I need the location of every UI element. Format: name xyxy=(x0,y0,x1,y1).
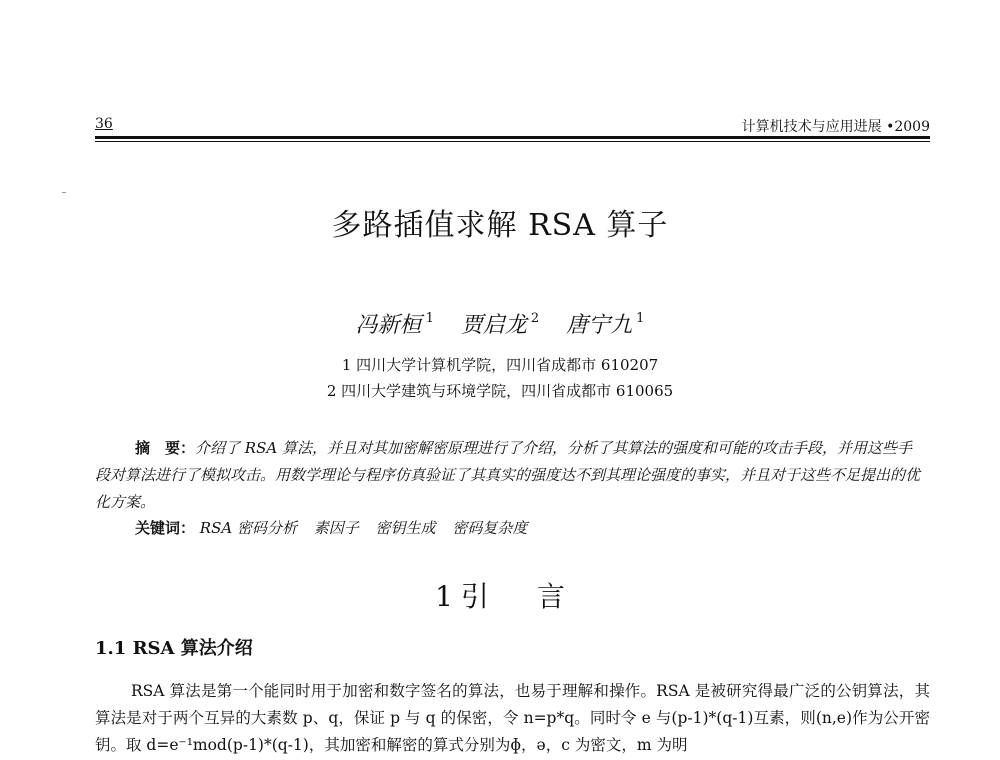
scan-speck xyxy=(62,192,66,193)
section-number: 1 xyxy=(435,580,453,613)
author-name: 贾启龙 xyxy=(460,313,527,338)
author xyxy=(566,313,644,338)
section-heading xyxy=(0,575,1000,615)
section-title-part-2: 言 xyxy=(536,580,565,613)
author-name: 冯新桓 xyxy=(355,313,422,338)
keyword: RSA 密码分析 xyxy=(199,519,297,537)
author xyxy=(461,313,539,338)
paper-title: 多路插值求解 RSA 算子 xyxy=(331,208,669,243)
keywords xyxy=(135,517,925,538)
journal-name: 计算机技术与应用进展 •2009 xyxy=(741,119,930,135)
keyword: 素因子 xyxy=(313,519,359,537)
subsection-heading: 1.1 RSA 算法介绍 xyxy=(95,638,253,659)
keywords-label: 关键词： xyxy=(135,519,196,537)
abstract-text: 介绍了 RSA 算法，并且对其加密解密原理进行了介绍，分析了其算法的强度和可能的攻击手段，并用这些手段对算法进行了模拟攻击。用数学理论与程序仿真验证了其真实的强度达不到其理论强度的事实，并且对于这些不足提出的优化方案。 xyxy=(95,439,921,511)
affiliation-2: 2 四川大学建筑与环境学院，四川省成都市 610065 xyxy=(326,382,674,400)
author-name: 唐宁九 xyxy=(566,313,633,338)
affiliation-1: 1 四川大学计算机学院，四川省成都市 610207 xyxy=(341,356,659,374)
author xyxy=(356,313,434,338)
abstract xyxy=(95,435,925,516)
page-number: 36 xyxy=(95,116,113,132)
header-rule-thick xyxy=(95,136,930,139)
author-affiliation-mark: 2 xyxy=(530,311,540,326)
abstract-label: 摘 要： xyxy=(135,439,196,457)
author-affiliation-mark: 1 xyxy=(636,311,645,326)
author-list xyxy=(0,308,1000,339)
author-affiliation-mark: 1 xyxy=(425,311,434,326)
header-rule-thin xyxy=(95,141,930,142)
section-title-part-1: 引 xyxy=(460,580,489,613)
keyword: 密码复杂度 xyxy=(452,519,528,537)
body-paragraph: RSA 算法是第一个能同时用于加密和数字签名的算法，也易于理解和操作。RSA 是被研究得最广泛的公钥算法，其算法是对于两个互异的大素数 p、q，保证 p 与 q 的保密，令 n=p*q。同时令 e 与(p-1)*(q-1)互素，则(n,e)作为公开密钥。取 d=e⁻¹mod(p-1)*(q-1)，其加密和解密的算式分别为ɸ，ə，c 为密文，m 为明 xyxy=(95,682,930,754)
keyword: 密钥生成 xyxy=(375,519,436,537)
running-header xyxy=(95,116,930,138)
